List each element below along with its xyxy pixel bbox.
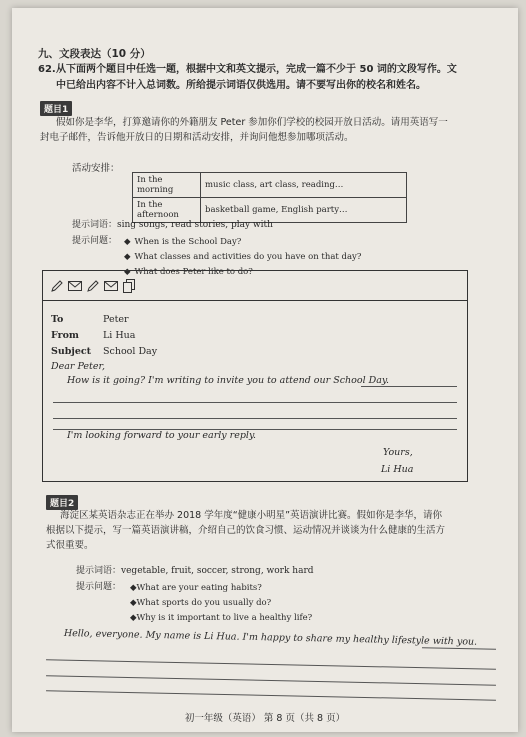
hint-questions-key: 提示问题：: [76, 582, 122, 592]
hint-words: sing songs, read stories, play with: [117, 220, 273, 230]
instructions-line-2: 中已给出内容不计入总词数。所给提示词语仅供选用。请不要写出你的校名和姓名。: [56, 80, 426, 91]
question-text: When is the School Day?: [134, 237, 242, 247]
bullet-icon: ◆: [130, 613, 137, 623]
answer-line[interactable]: [361, 386, 457, 387]
schedule-table: [132, 172, 407, 223]
envelope-icon: [67, 278, 83, 294]
topic-2-prompt-line-2: 根据以下提示，写一篇英语演讲稿，介绍自己的饮食习惯、运动情况并谈谈为什么健康的生活方: [46, 525, 446, 536]
email-toolbar: [43, 271, 467, 301]
question-text: Why is it important to live a healthy life?: [136, 613, 313, 623]
hint-words-row: [72, 218, 273, 233]
email-opening: How is it going? I'm writing to invite you to attend our School Day.: [67, 375, 390, 386]
hint-words: vegetable, fruit, soccer, strong, work hard: [121, 566, 314, 576]
bullet-icon: ◆: [124, 267, 131, 277]
from-value: Li Hua: [103, 330, 136, 341]
bullet-icon: ◆: [124, 237, 131, 247]
email-box: [42, 270, 468, 482]
bullet-icon: ◆: [124, 252, 131, 262]
table-cell: music class, art class, reading…: [201, 173, 407, 198]
question-instructions: [38, 62, 496, 94]
topic-1-label: 题目1: [40, 101, 72, 116]
table-row: [133, 173, 407, 198]
pencil-icon: [85, 278, 101, 294]
topic-1-prompt-line-1: 假如你是李华，打算邀请你的外籍朋友 Peter 参加你们学校的校园开放日活动。请用英语写一: [56, 117, 448, 128]
copy-icon: [121, 278, 137, 294]
answer-line[interactable]: [53, 402, 457, 403]
from-key: From: [51, 330, 79, 341]
hint-words-key: 提示词语：: [72, 220, 118, 230]
topic-2-label: 题目2: [46, 495, 78, 510]
list-item: [130, 581, 312, 596]
page-footer: 初一年级（英语） 第 8 页（共 8 页）: [184, 713, 346, 724]
email-signoff: Yours,: [383, 447, 413, 458]
section-heading: 九、文段表达（10 分）: [38, 48, 151, 60]
to-key: To: [51, 314, 64, 325]
instructions-line-1: 从下面两个题目中任选一题，根据中文和英文提示，完成一篇不少于 50 词的文段写作。文: [56, 64, 457, 75]
hint-questions-row: [72, 234, 117, 249]
answer-line[interactable]: [46, 690, 496, 700]
topic-1-prompt: [40, 115, 496, 145]
hint-words-key: 提示词语：: [76, 566, 122, 576]
answer-line[interactable]: [46, 675, 496, 685]
from-field: [51, 330, 135, 341]
question-text: What classes and activities do you have on that day?: [134, 252, 362, 262]
subject-field: [51, 346, 157, 357]
list-item: [130, 596, 312, 611]
envelope-icon: [103, 278, 119, 294]
table-cell: basketball game, English party…: [201, 198, 407, 223]
subject-key: Subject: [51, 346, 92, 357]
to-field: [51, 314, 129, 325]
question-text: What are your eating habits?: [136, 583, 262, 593]
question-text: What does Peter like to do?: [134, 267, 253, 277]
topic-2-prompt: [46, 508, 500, 553]
hint-question-list: [130, 581, 312, 626]
answer-line[interactable]: [46, 659, 496, 669]
topic-2-prompt-line-3: 式很重要。: [46, 540, 94, 551]
list-item: [124, 235, 361, 250]
subject-value: School Day: [103, 346, 158, 357]
pencil-icon: [49, 278, 65, 294]
topic-2-prompt-line-1: 海淀区某英语杂志正在举办 2018 学年度“健康小明星”英语演讲比赛。假如你是李华，请你: [60, 510, 443, 521]
list-item: [130, 611, 312, 626]
speech-opening: Hello, everyone. My name is Li Hua. I'm happy to share my healthy lifestyle with you.: [63, 628, 478, 648]
bullet-icon: ◆: [130, 583, 137, 593]
hint-questions-key: 提示问题：: [72, 236, 118, 246]
email-icons: [49, 278, 137, 294]
list-item: [124, 250, 361, 265]
topic-1-prompt-line-2: 封电子邮件，告诉他开放日的日期和活动安排，并询问他想参加哪项活动。: [40, 132, 354, 143]
table-cell: In the afternoon: [133, 198, 201, 223]
question-number: 62.: [38, 64, 56, 75]
bullet-icon: ◆: [130, 598, 137, 608]
table-cell: In the morning: [133, 173, 201, 198]
schedule-label: 活动安排：: [72, 163, 120, 174]
question-text: What sports do you usually do?: [136, 598, 272, 608]
answer-line[interactable]: [422, 647, 496, 650]
email-greeting: Dear Peter,: [51, 361, 106, 372]
to-value: Peter: [103, 314, 129, 325]
answer-line[interactable]: [53, 418, 457, 419]
email-signer: Li Hua: [381, 464, 414, 475]
exam-page: [12, 8, 518, 732]
hint-questions-row: [76, 580, 121, 595]
email-closing: I'm looking forward to your early reply.: [67, 430, 257, 441]
hint-words-row: [76, 564, 314, 579]
